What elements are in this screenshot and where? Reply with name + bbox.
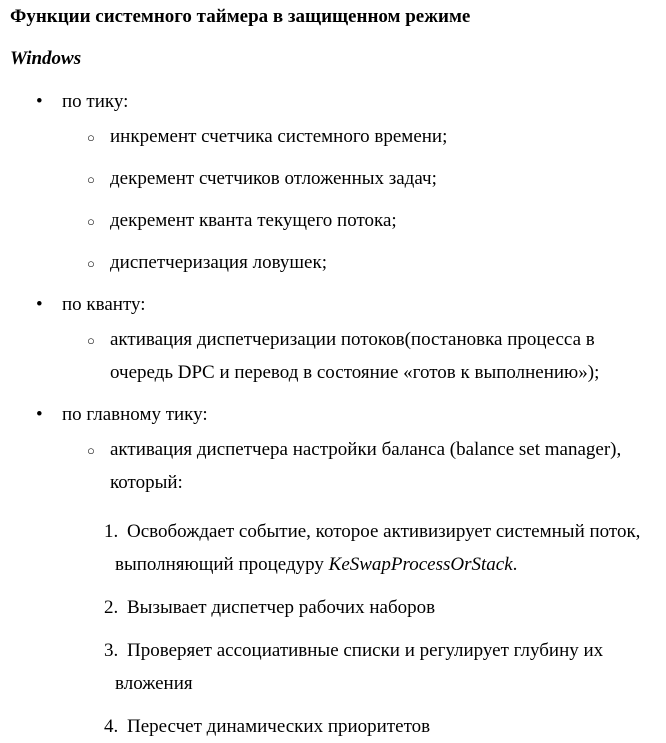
- numbered-item-text: Пересчет динамических приоритетов: [127, 716, 431, 737]
- list-item-label: по главному тику:: [62, 404, 208, 425]
- circle-bullet-icon: ○: [87, 214, 95, 229]
- numbered-item: [0, 515, 645, 581]
- list-item: [0, 162, 645, 195]
- numbered-item: [0, 591, 645, 624]
- list-item-line: [0, 85, 645, 118]
- bullet-icon: •: [36, 91, 43, 112]
- item-number: 2.: [104, 597, 119, 618]
- subtitle-windows: Windows: [10, 48, 82, 69]
- bullet-icon: •: [36, 294, 43, 315]
- list-item-text: инкремент счетчика системного времени;: [110, 126, 448, 147]
- list-item-text: диспетчеризация ловушек;: [110, 252, 327, 273]
- list-item: [0, 85, 666, 279]
- list-item-label: по кванту:: [62, 294, 146, 315]
- list-item-text: активация диспетчера настройки баланса (balance set manager), который:: [110, 439, 622, 493]
- list-item: [0, 398, 666, 743]
- numbered-item-text: Вызывает диспетчер рабочих наборов: [127, 597, 436, 618]
- numbered-item: [0, 634, 645, 700]
- sub-bullet-list: [0, 120, 666, 279]
- item-number: 1.: [104, 521, 119, 542]
- list-item: [0, 120, 645, 153]
- list-item-line: [0, 398, 645, 431]
- numbered-item-text: Проверяет ассоциативные списки и регулирует глубину их вложения: [115, 640, 604, 694]
- list-item: [0, 288, 666, 389]
- circle-bullet-icon: ○: [87, 443, 95, 458]
- numbered-list: [0, 515, 666, 743]
- list-item-text: активация диспетчеризации потоков(постановка процесса в очередь DPC и перевод в состояние «готов к выполнению»);: [110, 329, 600, 383]
- circle-bullet-icon: ○: [87, 256, 95, 271]
- circle-bullet-icon: ○: [87, 333, 95, 348]
- procedure-name: KeSwapProcessOrStack: [328, 554, 513, 575]
- bullet-list: [0, 85, 666, 743]
- page-title: Функции системного таймера в защищенном режиме: [10, 6, 471, 27]
- list-item: [0, 323, 645, 389]
- numbered-item-text-after: .: [512, 554, 518, 575]
- item-number: 3.: [104, 640, 119, 661]
- item-number: 4.: [104, 716, 119, 737]
- circle-bullet-icon: ○: [87, 130, 95, 145]
- circle-bullet-icon: ○: [87, 172, 95, 187]
- sub-bullet-list: [0, 323, 666, 389]
- numbered-item-text: Освобождает событие, которое активизирует системный поток, выполняющий процедуру: [115, 521, 641, 575]
- list-item: [0, 246, 645, 279]
- list-item-label: по тику:: [62, 91, 129, 112]
- list-item: [0, 433, 645, 499]
- bullet-icon: •: [36, 404, 43, 425]
- list-item-text: декремент кванта текущего потока;: [110, 210, 397, 231]
- sub-bullet-list: [0, 433, 666, 499]
- list-item-line: [0, 288, 645, 321]
- list-item: [0, 204, 645, 237]
- list-item-text: декремент счетчиков отложенных задач;: [110, 168, 437, 189]
- numbered-item: [0, 710, 645, 743]
